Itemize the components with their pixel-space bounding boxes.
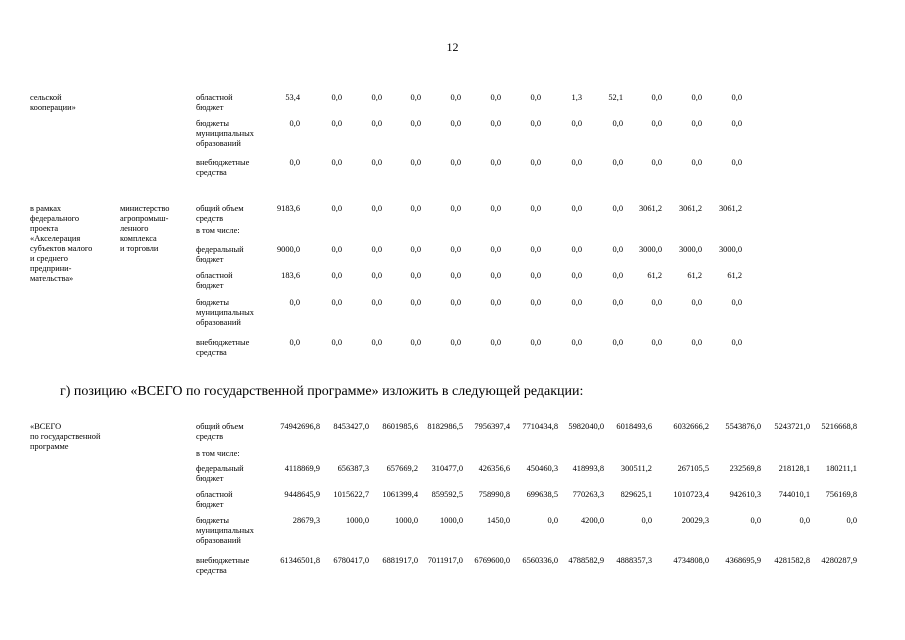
row-label: областной бюджет bbox=[196, 93, 233, 112]
value-cell: 0,0 bbox=[651, 338, 662, 347]
row-label: внебюджетные средства bbox=[196, 158, 250, 177]
value-cell: 0,0 bbox=[450, 158, 461, 167]
row-label: федеральный бюджет bbox=[196, 464, 244, 483]
value-cell: 0,0 bbox=[530, 204, 541, 213]
value-cell: 218128,1 bbox=[778, 464, 810, 473]
value-cell: 0,0 bbox=[490, 204, 501, 213]
value-cell: 0,0 bbox=[651, 158, 662, 167]
value-cell: 6032666,2 bbox=[673, 422, 709, 431]
value-cell: 7710434,8 bbox=[522, 422, 558, 431]
value-cell: 9000,0 bbox=[276, 245, 300, 254]
value-cell: 699638,5 bbox=[526, 490, 558, 499]
value-cell: 28679,3 bbox=[292, 516, 320, 525]
value-cell: 0,0 bbox=[490, 298, 501, 307]
value-cell: 0,0 bbox=[410, 271, 421, 280]
value-cell: 0,0 bbox=[331, 245, 342, 254]
value-cell: 6881917,0 bbox=[382, 556, 418, 565]
row-label: в том числе: bbox=[196, 226, 240, 235]
value-cell: 0,0 bbox=[410, 298, 421, 307]
value-cell: 0,0 bbox=[731, 298, 742, 307]
value-cell: 1000,0 bbox=[439, 516, 463, 525]
value-cell: 0,0 bbox=[571, 271, 582, 280]
value-cell: 0,0 bbox=[530, 119, 541, 128]
value-cell: 656387,3 bbox=[337, 464, 369, 473]
value-cell: 1000,0 bbox=[345, 516, 369, 525]
value-cell: 267105,5 bbox=[677, 464, 709, 473]
value-cell: 6018493,6 bbox=[616, 422, 652, 431]
value-cell: 0,0 bbox=[530, 93, 541, 102]
value-cell: 4888357,3 bbox=[616, 556, 652, 565]
value-cell: 0,0 bbox=[571, 204, 582, 213]
value-cell: 8453427,0 bbox=[333, 422, 369, 431]
value-cell: 9183,6 bbox=[276, 204, 300, 213]
value-cell: 0,0 bbox=[750, 516, 761, 525]
value-cell: 942610,3 bbox=[729, 490, 761, 499]
value-cell: 61346501,8 bbox=[280, 556, 320, 565]
value-cell: 0,0 bbox=[490, 271, 501, 280]
value-cell: 0,0 bbox=[846, 516, 857, 525]
value-cell: 1010723,4 bbox=[673, 490, 709, 499]
value-cell: 0,0 bbox=[371, 338, 382, 347]
value-cell: 5243721,0 bbox=[774, 422, 810, 431]
value-cell: 3000,0 bbox=[678, 245, 702, 254]
value-cell: 0,0 bbox=[371, 245, 382, 254]
value-cell: 6560336,0 bbox=[522, 556, 558, 565]
value-cell: 3000,0 bbox=[718, 245, 742, 254]
value-cell: 450460,3 bbox=[526, 464, 558, 473]
value-cell: 859592,5 bbox=[431, 490, 463, 499]
value-cell: 0,0 bbox=[410, 93, 421, 102]
value-cell: 7011917,0 bbox=[427, 556, 463, 565]
value-cell: 0,0 bbox=[530, 338, 541, 347]
value-cell: 0,0 bbox=[371, 204, 382, 213]
value-cell: 0,0 bbox=[331, 93, 342, 102]
value-cell: 5982040,0 bbox=[568, 422, 604, 431]
value-cell: 0,0 bbox=[571, 298, 582, 307]
value-cell: 0,0 bbox=[490, 119, 501, 128]
row-label: бюджеты муниципальных образований bbox=[196, 516, 254, 545]
value-cell: 20029,3 bbox=[681, 516, 709, 525]
value-cell: 0,0 bbox=[612, 245, 623, 254]
value-cell: 0,0 bbox=[331, 338, 342, 347]
row-label: общий объем средств bbox=[196, 422, 244, 441]
value-cell: 0,0 bbox=[331, 119, 342, 128]
value-cell: 0,0 bbox=[612, 119, 623, 128]
value-cell: 0,0 bbox=[612, 271, 623, 280]
value-cell: 4368695,9 bbox=[725, 556, 761, 565]
value-cell: 7956397,4 bbox=[474, 422, 510, 431]
executor-name: министерство агропромыш- ленного комплекса и торговли bbox=[120, 204, 170, 253]
value-cell: 74942696,8 bbox=[280, 422, 320, 431]
value-cell: 0,0 bbox=[571, 119, 582, 128]
value-cell: 0,0 bbox=[450, 93, 461, 102]
value-cell: 3061,2 bbox=[718, 204, 742, 213]
value-cell: 0,0 bbox=[331, 298, 342, 307]
value-cell: 0,0 bbox=[289, 119, 300, 128]
value-cell: 0,0 bbox=[331, 204, 342, 213]
value-cell: 418993,8 bbox=[572, 464, 604, 473]
value-cell: 0,0 bbox=[530, 271, 541, 280]
value-cell: 310477,0 bbox=[431, 464, 463, 473]
value-cell: 0,0 bbox=[371, 158, 382, 167]
value-cell: 0,0 bbox=[410, 119, 421, 128]
value-cell: 0,0 bbox=[651, 93, 662, 102]
value-cell: 61,2 bbox=[727, 271, 742, 280]
value-cell: 0,0 bbox=[530, 245, 541, 254]
value-cell: 0,0 bbox=[547, 516, 558, 525]
page-number: 12 bbox=[446, 40, 459, 54]
value-cell: 1,3 bbox=[571, 93, 582, 102]
value-cell: 0,0 bbox=[289, 158, 300, 167]
value-cell: 0,0 bbox=[331, 271, 342, 280]
value-cell: 0,0 bbox=[731, 93, 742, 102]
value-cell: 0,0 bbox=[490, 338, 501, 347]
value-cell: 0,0 bbox=[731, 158, 742, 167]
value-cell: 0,0 bbox=[571, 158, 582, 167]
value-cell: 0,0 bbox=[490, 158, 501, 167]
value-cell: 8182986,5 bbox=[427, 422, 463, 431]
value-cell: 61,2 bbox=[647, 271, 662, 280]
value-cell: 0,0 bbox=[450, 204, 461, 213]
value-cell: 0,0 bbox=[450, 119, 461, 128]
value-cell: 0,0 bbox=[410, 338, 421, 347]
value-cell: 4280287,9 bbox=[821, 556, 857, 565]
value-cell: 300511,2 bbox=[620, 464, 652, 473]
value-cell: 3000,0 bbox=[638, 245, 662, 254]
value-cell: 0,0 bbox=[450, 298, 461, 307]
value-cell: 4200,0 bbox=[580, 516, 604, 525]
value-cell: 0,0 bbox=[371, 271, 382, 280]
value-cell: 1450,0 bbox=[486, 516, 510, 525]
value-cell: 744010,1 bbox=[778, 490, 810, 499]
value-cell: 0,0 bbox=[612, 338, 623, 347]
row-label: общий объем средств bbox=[196, 204, 244, 223]
value-cell: 0,0 bbox=[410, 158, 421, 167]
value-cell: 0,0 bbox=[331, 158, 342, 167]
value-cell: 0,0 bbox=[450, 271, 461, 280]
value-cell: 0,0 bbox=[799, 516, 810, 525]
program-total-name: «ВСЕГО по государственной программе bbox=[30, 422, 101, 451]
measure-name: в рамках федерального проекта «Акселерация субъектов малого и среднего предприни- мательства» bbox=[30, 204, 93, 283]
row-label: внебюджетные средства bbox=[196, 556, 250, 575]
value-cell: 0,0 bbox=[371, 93, 382, 102]
value-cell: 0,0 bbox=[371, 298, 382, 307]
value-cell: 0,0 bbox=[612, 204, 623, 213]
row-label: в том числе: bbox=[196, 449, 240, 458]
value-cell: 0,0 bbox=[731, 119, 742, 128]
value-cell: 5543876,0 bbox=[725, 422, 761, 431]
row-label: внебюджетные средства bbox=[196, 338, 250, 357]
value-cell: 0,0 bbox=[691, 119, 702, 128]
value-cell: 0,0 bbox=[651, 298, 662, 307]
value-cell: 0,0 bbox=[731, 338, 742, 347]
value-cell: 0,0 bbox=[612, 158, 623, 167]
value-cell: 0,0 bbox=[571, 245, 582, 254]
value-cell: 0,0 bbox=[651, 119, 662, 128]
value-cell: 1000,0 bbox=[394, 516, 418, 525]
value-cell: 4788582,9 bbox=[568, 556, 604, 565]
value-cell: 232569,8 bbox=[729, 464, 761, 473]
value-cell: 52,1 bbox=[608, 93, 623, 102]
value-cell: 0,0 bbox=[490, 245, 501, 254]
value-cell: 756169,8 bbox=[825, 490, 857, 499]
value-cell: 0,0 bbox=[530, 158, 541, 167]
value-cell: 0,0 bbox=[691, 338, 702, 347]
value-cell: 0,0 bbox=[490, 93, 501, 102]
value-cell: 4734808,0 bbox=[673, 556, 709, 565]
value-cell: 53,4 bbox=[285, 93, 300, 102]
value-cell: 0,0 bbox=[691, 298, 702, 307]
value-cell: 0,0 bbox=[641, 516, 652, 525]
value-cell: 0,0 bbox=[612, 298, 623, 307]
value-cell: 9448645,9 bbox=[284, 490, 320, 499]
value-cell: 3061,2 bbox=[638, 204, 662, 213]
value-cell: 3061,2 bbox=[678, 204, 702, 213]
value-cell: 0,0 bbox=[691, 158, 702, 167]
row-label: бюджеты муниципальных образований bbox=[196, 298, 254, 327]
value-cell: 6780417,0 bbox=[333, 556, 369, 565]
value-cell: 426356,6 bbox=[478, 464, 510, 473]
value-cell: 4118869,9 bbox=[284, 464, 320, 473]
value-cell: 0,0 bbox=[530, 298, 541, 307]
value-cell: 8601985,6 bbox=[382, 422, 418, 431]
row-label: областной бюджет bbox=[196, 490, 233, 509]
row-label: федеральный бюджет bbox=[196, 245, 244, 264]
value-cell: 758990,8 bbox=[478, 490, 510, 499]
value-cell: 0,0 bbox=[410, 204, 421, 213]
value-cell: 0,0 bbox=[691, 93, 702, 102]
row-label: областной бюджет bbox=[196, 271, 233, 290]
value-cell: 4281582,8 bbox=[774, 556, 810, 565]
value-cell: 180211,1 bbox=[825, 464, 857, 473]
value-cell: 770263,3 bbox=[572, 490, 604, 499]
value-cell: 0,0 bbox=[371, 119, 382, 128]
value-cell: 1015622,7 bbox=[333, 490, 369, 499]
value-cell: 1061399,4 bbox=[382, 490, 418, 499]
value-cell: 0,0 bbox=[450, 338, 461, 347]
value-cell: 0,0 bbox=[450, 245, 461, 254]
value-cell: 61,2 bbox=[687, 271, 702, 280]
value-cell: 657669,2 bbox=[386, 464, 418, 473]
value-cell: 0,0 bbox=[289, 338, 300, 347]
value-cell: 5216668,8 bbox=[821, 422, 857, 431]
value-cell: 0,0 bbox=[410, 245, 421, 254]
value-cell: 0,0 bbox=[571, 338, 582, 347]
row-label: бюджеты муниципальных образований bbox=[196, 119, 254, 148]
value-cell: 183,6 bbox=[281, 271, 300, 280]
value-cell: 829625,1 bbox=[620, 490, 652, 499]
instruction-text: г) позицию «ВСЕГО по государственной программе» изложить в следующей редакции: bbox=[60, 384, 584, 399]
measure-name-continued: сельской кооперации» bbox=[30, 93, 76, 112]
value-cell: 6769600,0 bbox=[474, 556, 510, 565]
value-cell: 0,0 bbox=[289, 298, 300, 307]
